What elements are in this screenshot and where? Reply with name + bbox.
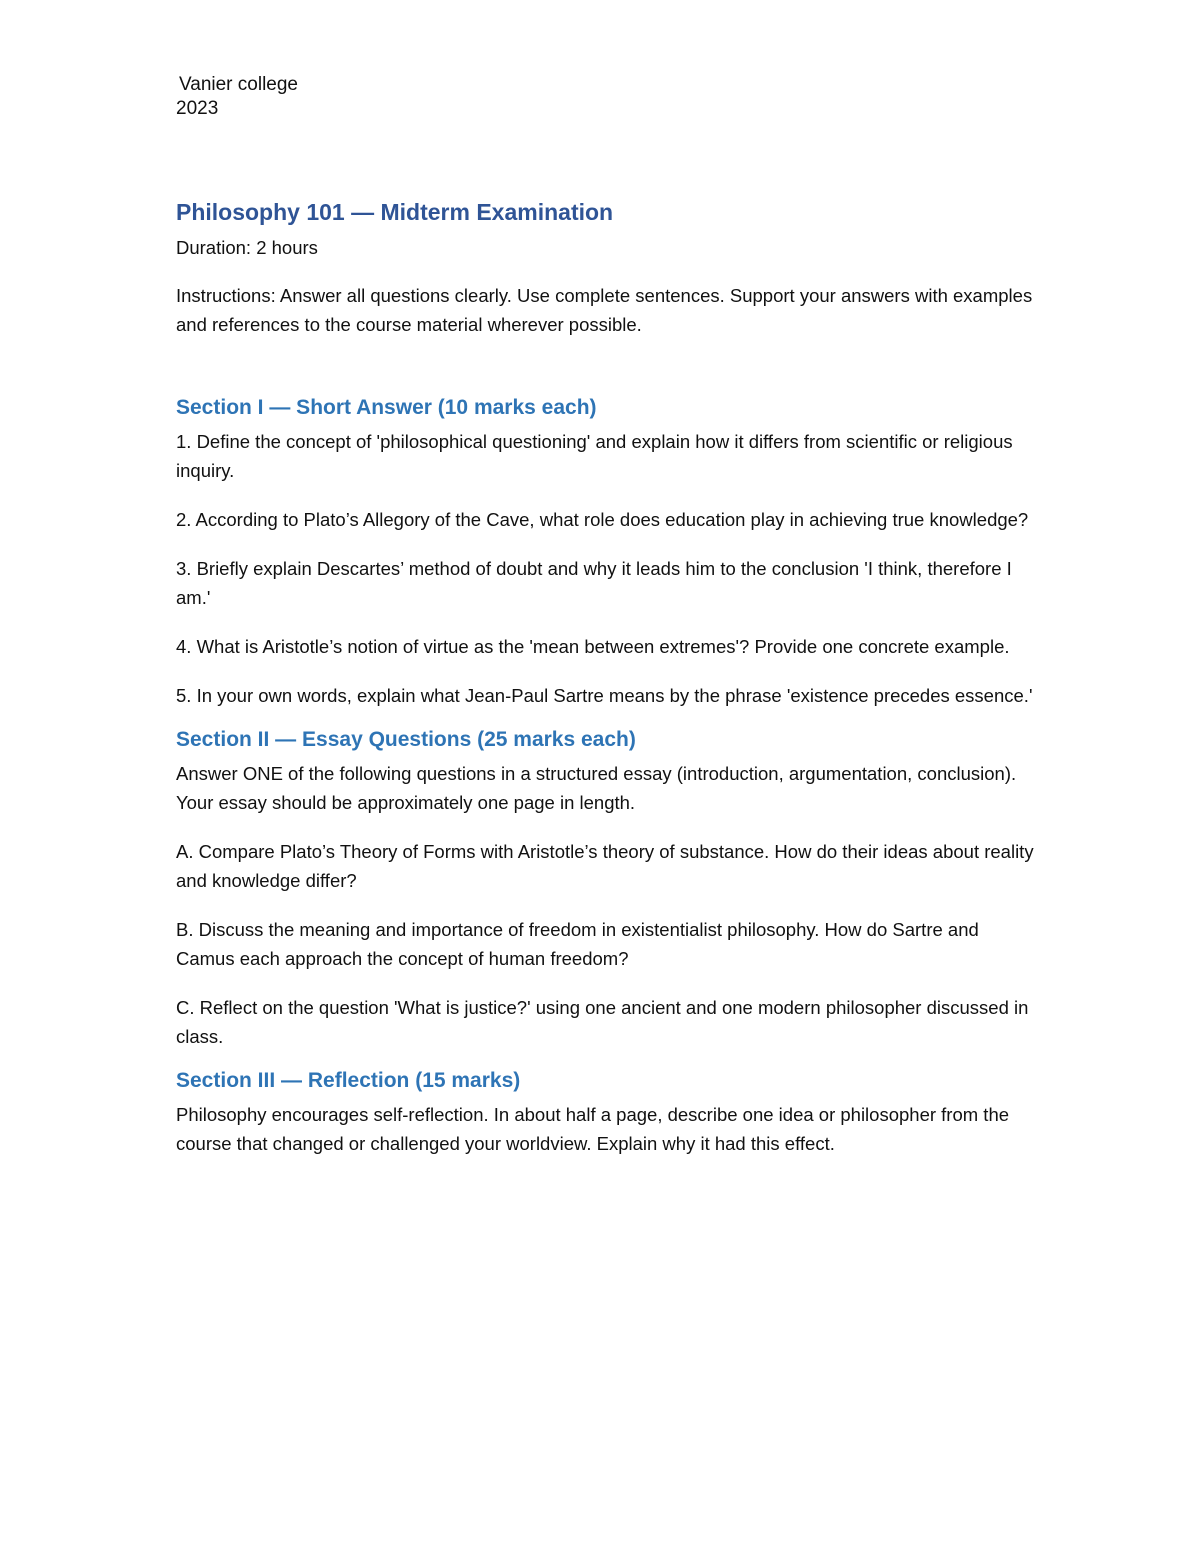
exam-duration: Duration: 2 hours: [176, 237, 318, 258]
question-4: 4. What is Aristotle’s notion of virtue as the 'mean between extremes'? Provide one concrete example.: [176, 636, 1010, 657]
essay-question-a: A. Compare Plato’s Theory of Forms with Aristotle’s theory of substance. How do their ideas about reality and knowledge differ?: [176, 841, 1034, 891]
document-header: [176, 73, 298, 121]
section-3-heading: Section III — Reflection (15 marks): [176, 1069, 521, 1092]
exam-content: [176, 198, 1036, 1158]
section-1-heading: Section I — Short Answer (10 marks each): [176, 396, 597, 419]
exam-title: Philosophy 101 — Midterm Examination: [176, 199, 614, 225]
exam-instructions: Instructions: Answer all questions clearly. Use complete sentences. Support your answers with examples and references to the course material wherever possible.: [176, 285, 1033, 335]
college-name: Vanier college: [179, 74, 299, 95]
question-5: 5. In your own words, explain what Jean-Paul Sartre means by the phrase 'existence precedes essence.': [176, 685, 1033, 706]
question-1: 1. Define the concept of 'philosophical questioning' and explain how it differs from scientific or religious inquiry.: [176, 431, 1013, 481]
section-3-intro: Philosophy encourages self-reflection. In about half a page, describe one idea or philosopher from the course that changed or challenged your worldview. Explain why it had this effect.: [176, 1104, 1010, 1154]
section-2-heading: Section II — Essay Questions (25 marks each): [176, 728, 636, 751]
question-3: 3. Briefly explain Descartes’ method of doubt and why it leads him to the conclusion 'I think, therefore I am.': [176, 558, 1012, 608]
essay-question-b: B. Discuss the meaning and importance of freedom in existentialist philosophy. How do Sartre and Camus each approach the concept of human freedom?: [176, 919, 979, 969]
question-2: 2. According to Plato’s Allegory of the Cave, what role does education play in achieving true knowledge?: [176, 509, 1029, 530]
header-year: 2023: [176, 98, 219, 119]
section-2-intro: Answer ONE of the following questions in a structured essay (introduction, argumentation, conclusion). Your essay should be approximately one page in length.: [176, 763, 1017, 813]
essay-question-c: C. Reflect on the question 'What is justice?' using one ancient and one modern philosopher discussed in class.: [176, 997, 1029, 1047]
